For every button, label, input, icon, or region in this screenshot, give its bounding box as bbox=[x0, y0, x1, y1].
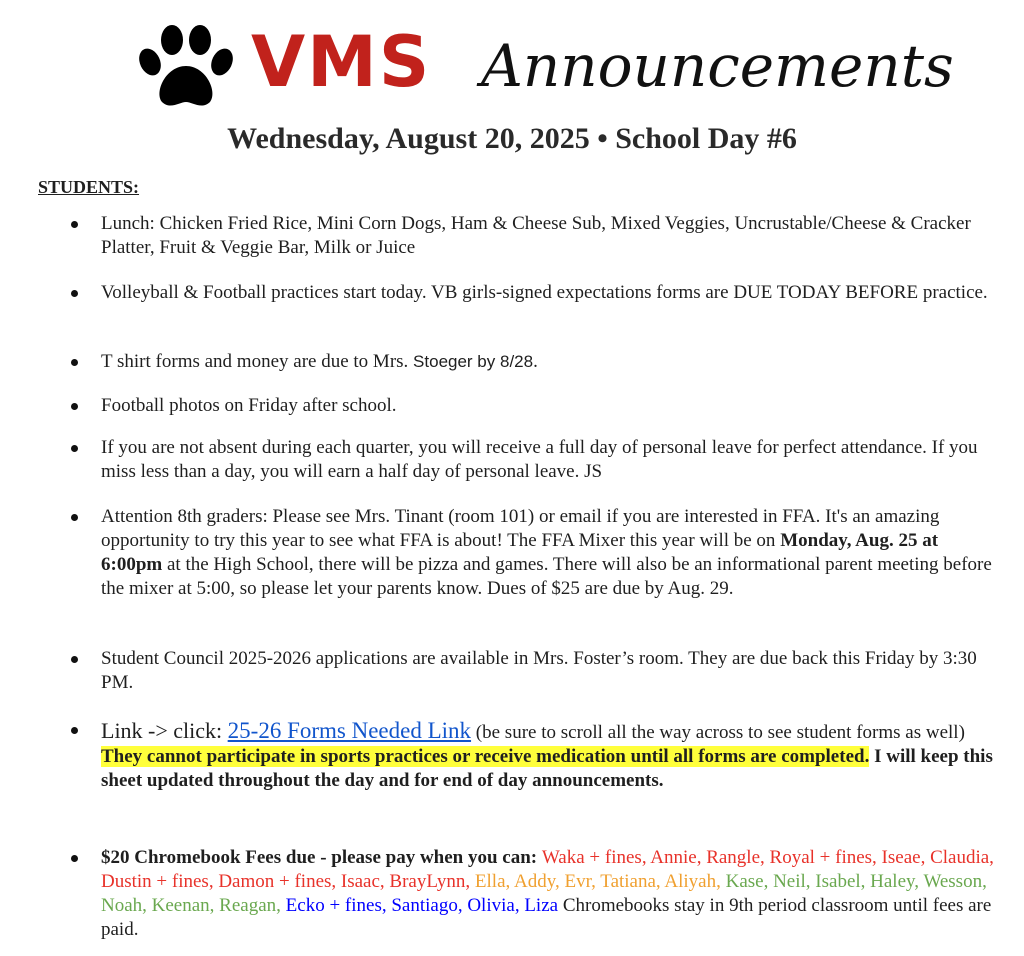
list-item-ffa bbox=[101, 505, 1001, 601]
forms-needed-link[interactable]: 25-26 Forms Needed Link bbox=[227, 718, 472, 743]
list-item-forms-link bbox=[101, 718, 1001, 793]
tshirt-end: . bbox=[533, 351, 538, 372]
fees-names-green: Kase, Neil, Isabel, Haley, Wesson, Noah, Keenan, Reagan, bbox=[101, 871, 987, 916]
fees-names-red: Waka + fines, Annie, Rangle, Royal + fines, Iseae, Claudia, Dustin + fines, Damon + fines, Isaac, BrayLynn, bbox=[101, 847, 994, 892]
forms-warning: They cannot participate in sports practices or receive medication until all forms are completed. bbox=[101, 746, 870, 767]
logo-text: VMS bbox=[251, 21, 432, 103]
lunch-menu: Chicken Fried Rice, Mini Corn Dogs, Ham & Cheese Sub, Mixed Veggies, Uncrustable/Cheese & Cracker Platter, Fruit & Veggie Bar, Milk or Juice bbox=[101, 213, 971, 258]
tshirt-due: Stoeger by 8/28 bbox=[413, 352, 534, 371]
fees-label: $20 Chromebook Fees due - please pay when you can: bbox=[101, 847, 542, 868]
list-item-lunch bbox=[101, 212, 1001, 260]
title-script: Announcements bbox=[481, 32, 954, 100]
list-item-practice: Volleyball & Football practices start today. VB girls-signed expectations forms are DUE TODAY BEFORE practice. bbox=[101, 281, 1001, 305]
tshirt-text: T shirt forms and money are due to Mrs. bbox=[101, 351, 414, 372]
list-item-attendance: If you are not absent during each quarter, you will receive a full day of personal leave for perfect attendance. If you miss less than a day, you will earn a half day of personal leave. JS bbox=[101, 436, 1001, 484]
link-tail: I will keep this sheet updated throughout the day and for end of day announcements. bbox=[101, 746, 993, 791]
list-item-council: Student Council 2025-2026 applications are available in Mrs. Foster’s room. They are due back this Friday by 3:30 PM. bbox=[101, 647, 1001, 695]
ffa-text: Attention 8th graders: Please see Mrs. Tinant (room 101) or email if you are interested in FFA. It's an amazing opportunity to try this year to see what FFA is about! The FFA Mixer this year will be on bbox=[101, 506, 940, 551]
ffa-date: Monday, Aug. 25 at 6:00pm bbox=[101, 530, 939, 575]
list-item-photos: Football photos on Friday after school. bbox=[101, 394, 1001, 418]
list-item-tshirt bbox=[101, 350, 1001, 374]
list-item-fees bbox=[101, 846, 1001, 942]
link-prefix: Link -> click: bbox=[101, 718, 228, 743]
header-banner bbox=[136, 14, 954, 104]
fees-names-blue: Ecko + fines, Santiago, Olivia, Liza bbox=[285, 895, 559, 916]
fees-tail: Chromebooks stay in 9th period classroom until fees are paid. bbox=[101, 895, 992, 940]
paw-print-icon bbox=[136, 22, 236, 112]
link-note: (be sure to scroll all the way across to see student forms as well) bbox=[471, 722, 965, 743]
date-line: Wednesday, August 20, 2025 • School Day #6 bbox=[227, 122, 797, 155]
ffa-text-2: at the High School, there will be pizza and games. There will also be an informational parent meeting before the mixer at 5:00, so please let your parents know. Dues of $25 are due by Aug. 29. bbox=[101, 554, 992, 599]
fees-names-orange: Ella, Addy, Evr, Tatiana, Aliyah, bbox=[474, 871, 726, 892]
lunch-label: Lunch: bbox=[101, 213, 160, 234]
section-heading: STUDENTS: bbox=[38, 177, 140, 197]
